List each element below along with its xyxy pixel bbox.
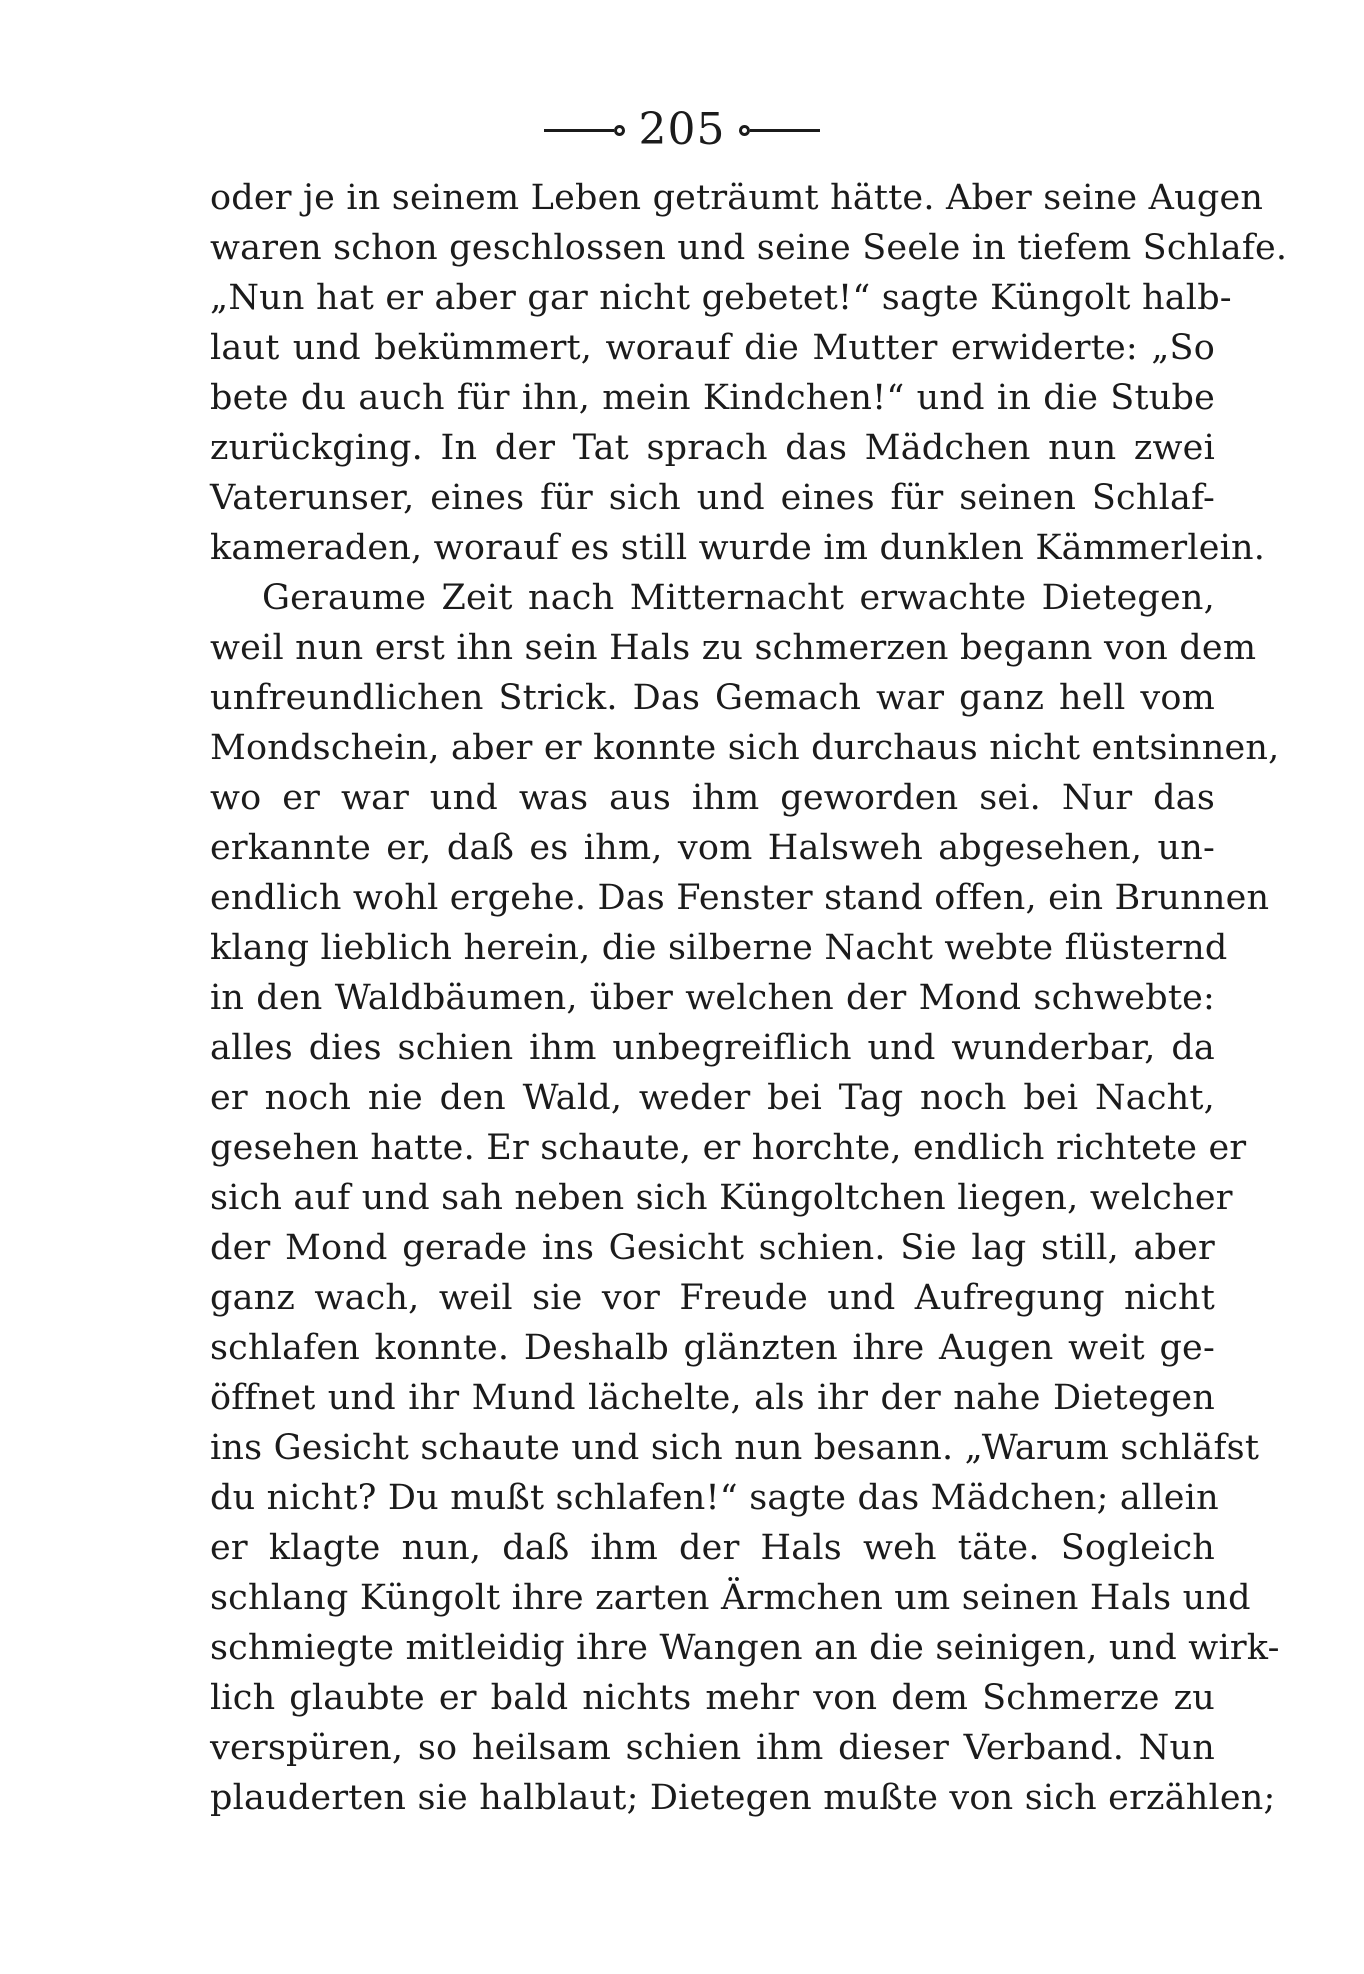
header-ornament-right bbox=[739, 125, 820, 136]
text-line: öffnet und ihr Mund lächelte, als ihr der nahe Dietegen bbox=[210, 1378, 1215, 1418]
text-line: endlich wohl ergehe. Das Fenster stand offen, ein Brunnen bbox=[210, 878, 1270, 918]
text-line: laut und bekümmert, worauf die Mutter erwiderte: „So bbox=[210, 328, 1215, 368]
text-line: erkannte er, daß es ihm, vom Halsweh abgesehen, un- bbox=[210, 828, 1215, 868]
text-line: schlang Küngolt ihre zarten Ärmchen um seinen Hals und bbox=[210, 1578, 1251, 1618]
text-line: zurückging. In der Tat sprach das Mädchen nun zwei bbox=[210, 428, 1215, 468]
text-line: ganz wach, weil sie vor Freude und Aufregung nicht bbox=[210, 1278, 1215, 1318]
text-line: verspüren, so heilsam schien ihm dieser Verband. Nun bbox=[210, 1728, 1215, 1768]
text-line: er klagte nun, daß ihm der Hals weh täte. Sogleich bbox=[210, 1528, 1215, 1568]
body-text bbox=[210, 173, 1288, 1823]
text-line: wo er war und was aus ihm geworden sei. Nur das bbox=[210, 778, 1215, 818]
text-line: er noch nie den Wald, weder bei Tag noch bei Nacht, bbox=[210, 1078, 1215, 1118]
text-line: schlafen konnte. Deshalb glänzten ihre Augen weit ge- bbox=[210, 1328, 1215, 1368]
text-line: „Nun hat er aber gar nicht gebetet!“ sagte Küngolt halb- bbox=[210, 278, 1232, 318]
text-line: bete du auch für ihn, mein Kindchen!“ und in die Stube bbox=[210, 378, 1215, 418]
text-line: alles dies schien ihm unbegreiflich und wunderbar, da bbox=[210, 1028, 1215, 1068]
text-line: Mondschein, aber er konnte sich durchaus nicht entsinnen, bbox=[210, 728, 1280, 768]
text-line: schmiegte mitleidig ihre Wangen an die seinigen, und wirk- bbox=[210, 1628, 1280, 1668]
text-line: kameraden, worauf es still wurde im dunklen Kämmerlein. bbox=[210, 528, 1266, 568]
text-line: in den Waldbäumen, über welchen der Mond schwebte: bbox=[210, 978, 1215, 1018]
text-line: klang lieblich herein, die silberne Nacht webte flüsternd bbox=[210, 928, 1228, 968]
text-line: Geraume Zeit nach Mitternacht erwachte Dietegen, bbox=[262, 578, 1215, 618]
text-line: unfreundlichen Strick. Das Gemach war ganz hell vom bbox=[210, 678, 1215, 718]
text-line: sich auf und sah neben sich Küngoltchen liegen, welcher bbox=[210, 1178, 1233, 1218]
text-line: gesehen hatte. Er schaute, er horchte, endlich richtete er bbox=[210, 1128, 1247, 1168]
page-number: 205 bbox=[638, 104, 726, 155]
text-line: plauderten sie halblaut; Dietegen mußte von sich erzählen; bbox=[210, 1778, 1276, 1818]
text-line: ins Gesicht schaute und sich nun besann. „Warum schläfst bbox=[210, 1428, 1260, 1468]
text-line: Vaterunser, eines für sich und eines für seinen Schlaf- bbox=[210, 478, 1215, 518]
text-line: du nicht? Du mußt schlafen!“ sagte das Mädchen; allein bbox=[210, 1478, 1219, 1518]
text-line: oder je in seinem Leben geträumt hätte. Aber seine Augen bbox=[210, 178, 1264, 218]
text-line: waren schon geschlossen und seine Seele in tiefem Schlafe. bbox=[210, 228, 1288, 268]
text-line: weil nun erst ihn sein Hals zu schmerzen begann von dem bbox=[210, 628, 1257, 668]
text-line: lich glaubte er bald nichts mehr von dem Schmerze zu bbox=[210, 1678, 1215, 1718]
text-line: der Mond gerade ins Gesicht schien. Sie lag still, aber bbox=[210, 1228, 1215, 1268]
header-ornament-left bbox=[544, 125, 625, 136]
page-header bbox=[0, 100, 1364, 160]
